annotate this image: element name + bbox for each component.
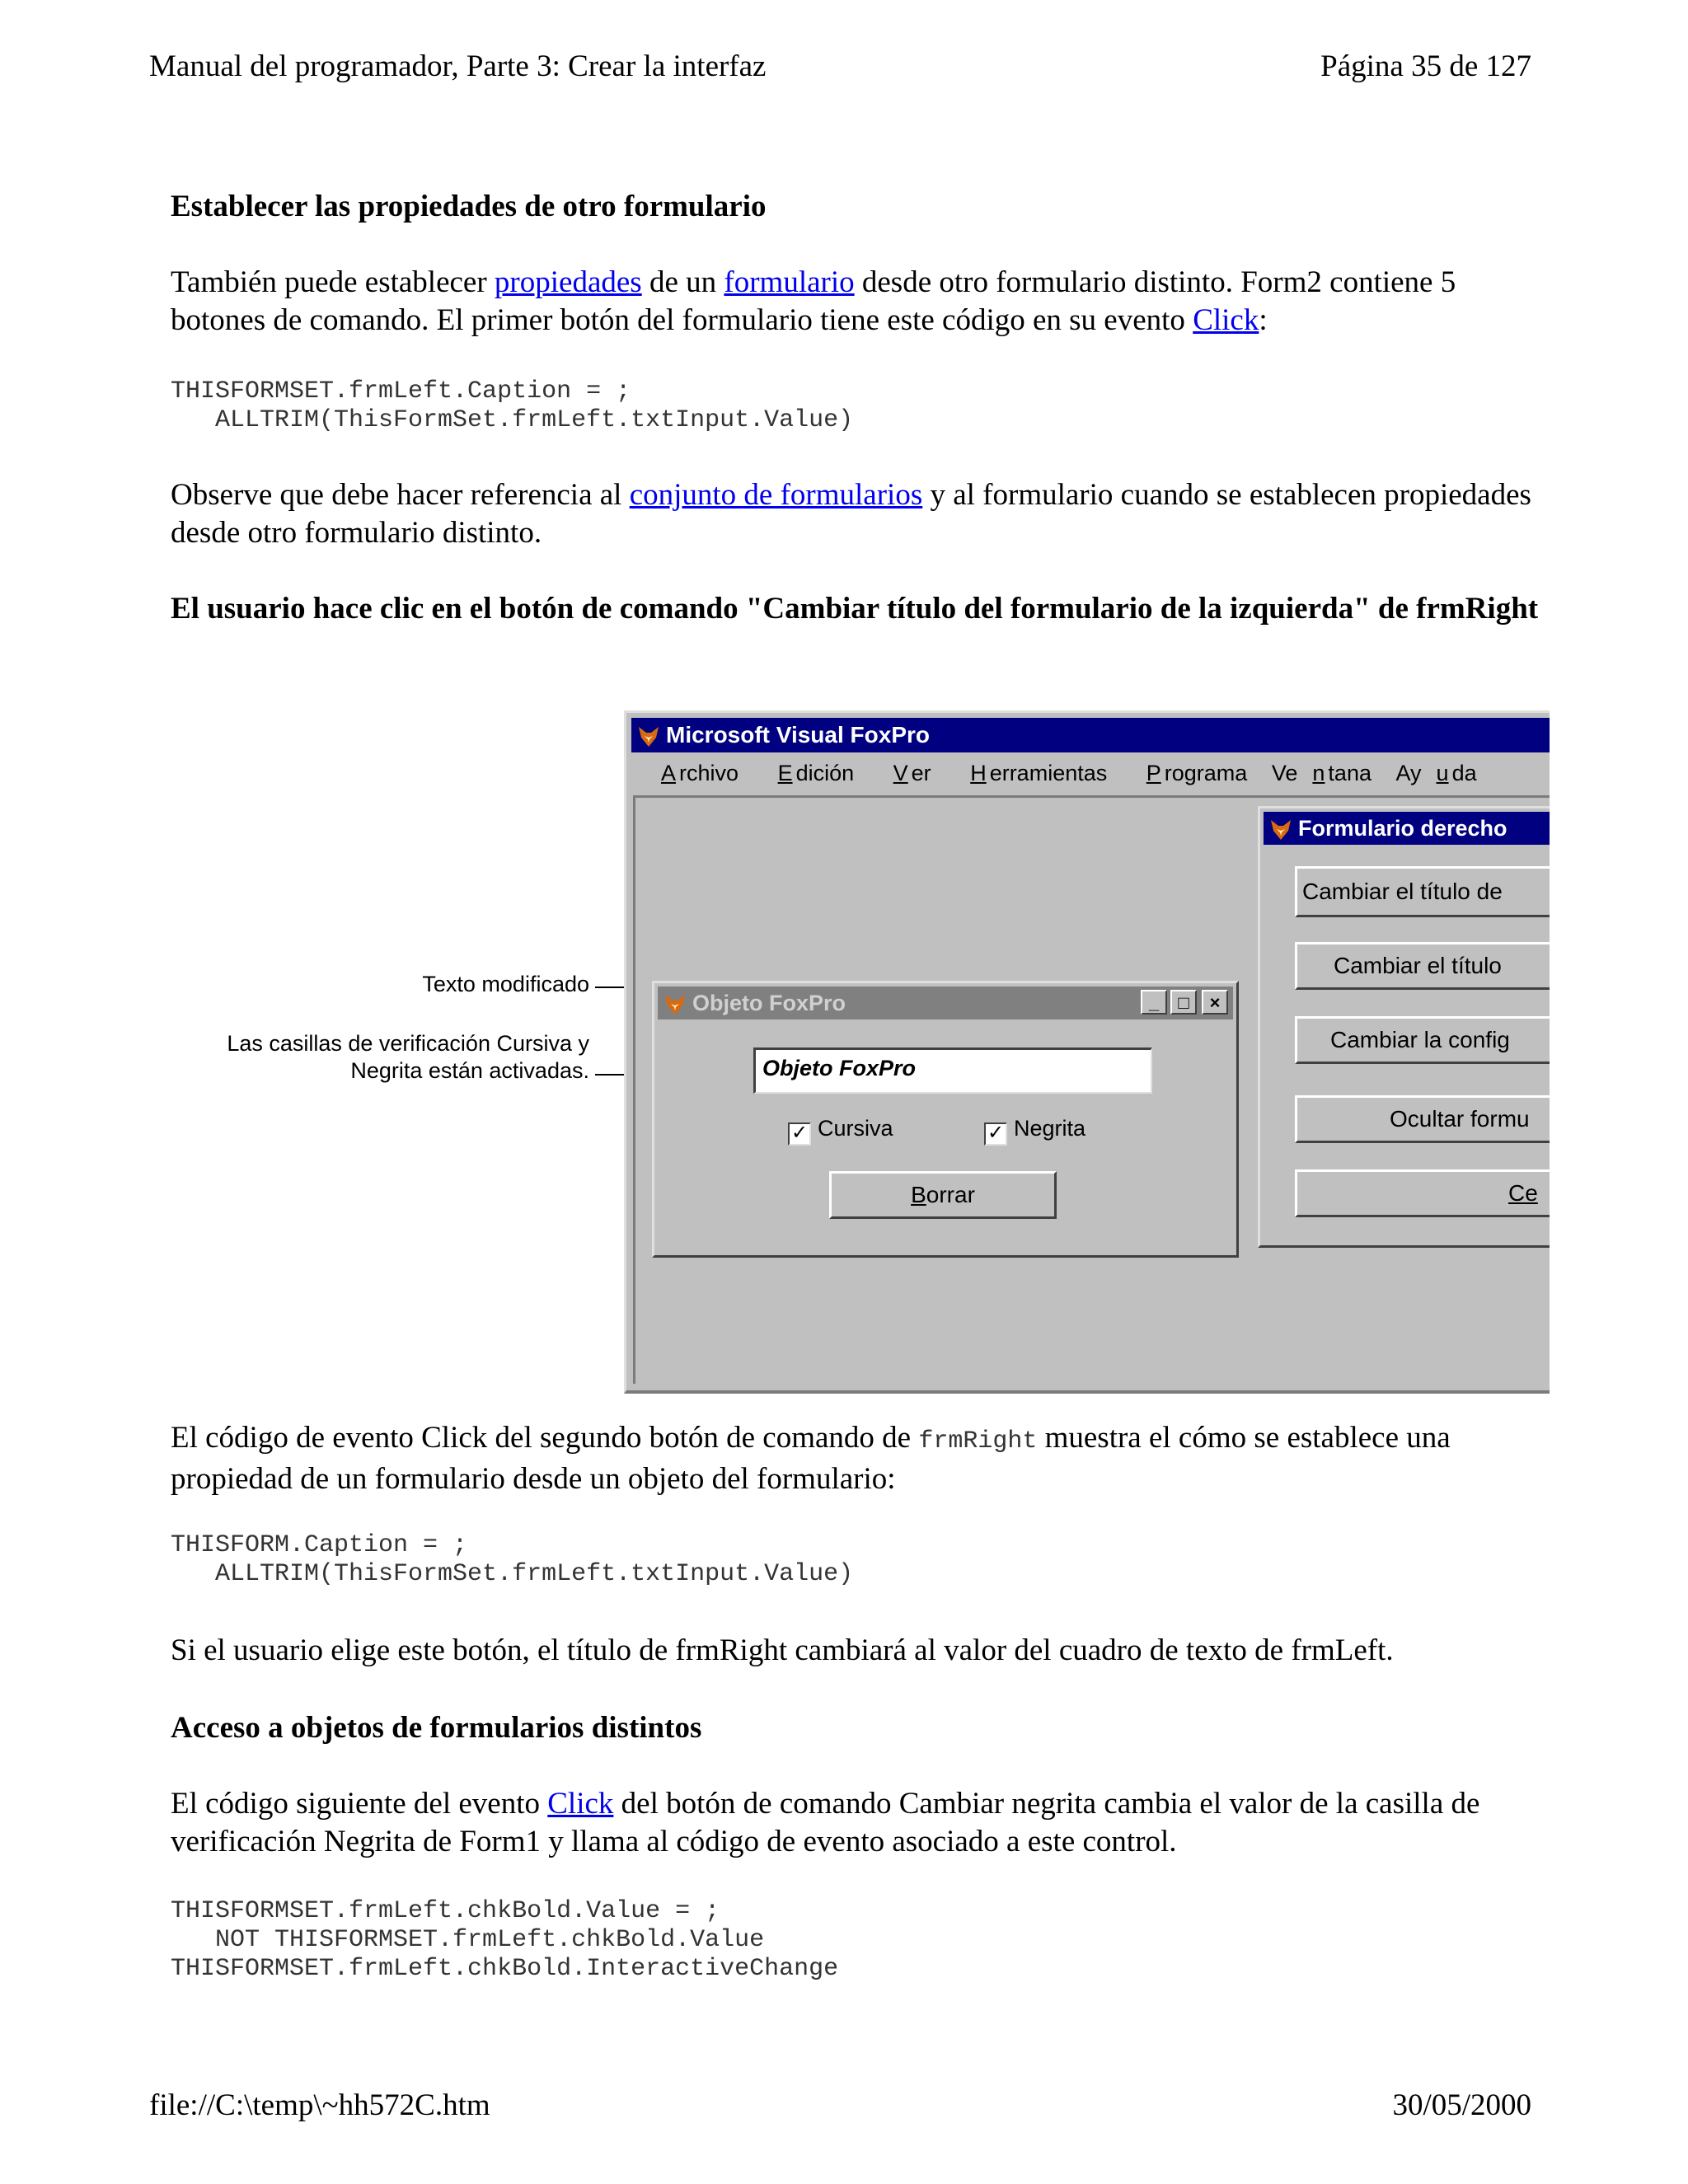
button-label: Ce xyxy=(1508,1180,1538,1206)
text: : xyxy=(1259,303,1268,337)
left-form-title: Objeto FoxPro xyxy=(692,991,846,1015)
left-form-window xyxy=(652,981,1239,1258)
change-title-button[interactable]: Cambiar el título xyxy=(1295,942,1550,990)
menu-edicion[interactable]: E dición xyxy=(777,761,855,785)
close-button[interactable]: × xyxy=(1202,990,1228,1015)
inline-code: frmRight xyxy=(918,1427,1038,1455)
page-number: Página 35 de 127 xyxy=(1320,49,1531,83)
checkbox-label: Negrita xyxy=(1014,1116,1086,1141)
checkbox-label: Cursiva xyxy=(818,1116,893,1141)
menu-bar xyxy=(631,754,1550,792)
app-title: Microsoft Visual FoxPro xyxy=(666,722,930,748)
callout-checkboxes-line2: Negrita están activadas. xyxy=(350,1058,589,1083)
text: También puede establecer xyxy=(171,265,495,299)
link-click[interactable]: Click xyxy=(1193,303,1259,337)
page-header-title: Manual del programador, Parte 3: Crear la interfaz xyxy=(149,49,767,83)
text: El código de evento Click del segundo botón de comando de xyxy=(171,1421,919,1455)
menu-ayuda[interactable]: Ay u da xyxy=(1395,761,1477,785)
left-form-titlebar xyxy=(658,987,1233,1019)
callout-modified-text: Texto modificado xyxy=(422,972,589,996)
text: de un xyxy=(641,265,724,299)
menu-ventana[interactable]: Ve n tana xyxy=(1271,761,1372,785)
callout-checkboxes xyxy=(132,1030,589,1085)
checkbox-cursiva[interactable] xyxy=(788,1115,893,1146)
app-client-area xyxy=(633,795,1550,1384)
page-footer-path: file://C:\temp\~hh572C.htm xyxy=(149,2088,490,2122)
fox-icon xyxy=(636,724,661,749)
fox-icon xyxy=(1268,818,1293,842)
change-left-title-button[interactable]: Cambiar el título de xyxy=(1295,866,1550,917)
foxpro-screenshot xyxy=(624,710,1550,1394)
change-config-button[interactable]: Cambiar la config xyxy=(1295,1016,1550,1064)
callout-checkboxes-line1: Las casillas de verificación Cursiva y xyxy=(227,1031,589,1056)
app-titlebar xyxy=(631,718,1550,752)
text: muestra el cómo se establece una propiedad de un formulario desde un objeto del formulario: xyxy=(171,1421,1451,1496)
link-conjunto-formularios[interactable]: conjunto de formularios xyxy=(629,478,923,512)
accelerator: B xyxy=(911,1182,926,1207)
fox-icon xyxy=(663,992,687,1017)
code-block-2: THISFORM.Caption = ; ALLTRIM(ThisFormSet.frmLeft.txtInput.Value) xyxy=(171,1531,854,1588)
borrar-button[interactable] xyxy=(829,1171,1057,1219)
maximize-button[interactable]: □ xyxy=(1170,990,1197,1015)
code-block-1: THISFORMSET.frmLeft.Caption = ; ALLTRIM(ThisFormSet.frmLeft.txtInput.Value) xyxy=(171,377,854,434)
link-propiedades[interactable]: propiedades xyxy=(494,265,642,299)
link-click[interactable]: Click xyxy=(547,1787,614,1821)
text: El código siguiente del evento xyxy=(171,1787,548,1821)
checkbox-negrita[interactable] xyxy=(984,1115,1085,1146)
code-block-3: THISFORMSET.frmLeft.chkBold.Value = ; NOT THISFORMSET.frmLeft.chkBold.Value THISFORMSET.frmLeft.chkBold.InteractiveChange xyxy=(171,1897,839,1983)
menu-programa[interactable]: P rograma xyxy=(1146,761,1248,785)
paragraph-result: Si el usuario elige este botón, el título de frmRight cambiará al valor del cuadro de texto de frmLeft. xyxy=(171,1633,1394,1667)
link-formulario[interactable]: formulario xyxy=(724,265,855,299)
paragraph-bold-change xyxy=(171,1785,1547,1861)
text-input-caption[interactable]: Objeto FoxPro xyxy=(753,1047,1152,1094)
hide-form-button[interactable]: Ocultar formu xyxy=(1295,1095,1550,1143)
paragraph-intro xyxy=(171,264,1547,340)
menu-ver[interactable]: V er xyxy=(893,761,931,785)
text: del botón de comando Cambiar negrita cambia el valor de la casilla de verificación Negrita de Form1 y llama al código de evento asociado a este control. xyxy=(171,1787,1480,1858)
text: y al formulario cuando se establecen propiedades desde otro formulario distinto. xyxy=(171,478,1531,550)
section-heading-set-properties: Establecer las propiedades de otro formulario xyxy=(171,190,767,223)
checkbox-check-icon: ✓ xyxy=(984,1122,1007,1146)
button-label: orrar xyxy=(926,1182,975,1207)
menu-herramientas[interactable]: H erramientas xyxy=(970,761,1108,785)
figure-caption: El usuario hace clic en el botón de comando "Cambiar título del formulario de la izquierda" de frmRight xyxy=(171,592,1539,626)
checkbox-check-icon: ✓ xyxy=(788,1122,811,1146)
section-heading-access-objects: Acceso a objetos de formularios distintos xyxy=(171,1711,702,1745)
close-form-button[interactable] xyxy=(1295,1169,1550,1217)
minimize-button[interactable]: _ xyxy=(1141,990,1167,1015)
right-form-title: Formulario derecho xyxy=(1298,816,1507,841)
text: desde otro formulario distinto. Form2 contiene 5 botones de comando. El primer botón del formulario tiene este código en su evento xyxy=(171,265,1456,337)
page-footer-date: 30/05/2000 xyxy=(1392,2088,1531,2122)
text: Observe que debe hacer referencia al xyxy=(171,478,630,512)
paragraph-formset-note xyxy=(171,476,1547,552)
right-form-titlebar xyxy=(1264,812,1550,845)
menu-archivo[interactable]: A rchivo xyxy=(661,761,739,785)
paragraph-second-button xyxy=(171,1419,1547,1498)
right-form-window xyxy=(1258,806,1550,1248)
